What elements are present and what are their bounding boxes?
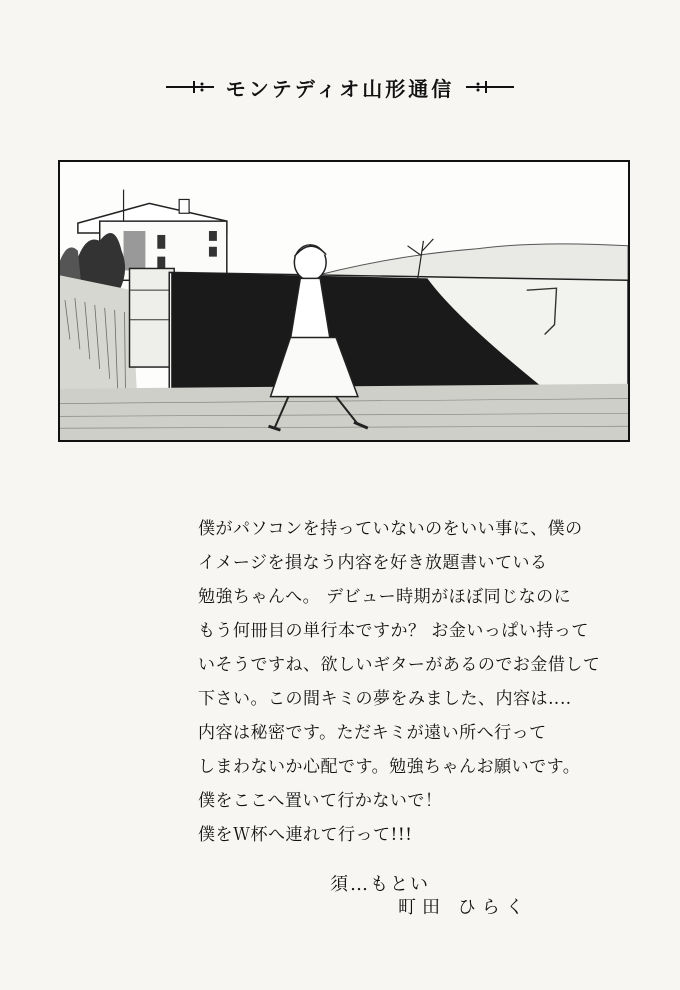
message-line: イメージを損なう内容を好き放題書いている — [198, 553, 548, 573]
illustration-drawing — [60, 162, 628, 440]
message-line: 僕をＷ杯へ連れて行って!!! — [198, 825, 413, 845]
title-ornament-left — [164, 77, 216, 97]
message-line: 勉強ちゃんへ。 デビュー時期がほぼ同じなのに — [198, 587, 572, 607]
message-line: しまわないか心配です。勉強ちゃんお願いです。 — [198, 757, 581, 777]
header-title-row — [0, 72, 680, 102]
message-line: 内容は秘密です。ただキミが遠い所へ行って — [198, 723, 547, 743]
message-line: 僕をここへ置いて行かないで！ — [198, 791, 443, 811]
message-line: もう何冊目の単行本ですか？ お金いっぱい持って — [198, 621, 589, 641]
letter-message — [198, 512, 638, 852]
title-ornament-right — [464, 77, 516, 97]
page-title: モンテディオ山形通信 — [225, 76, 455, 101]
manga-illustration-panel — [58, 160, 630, 442]
message-line: 下さい。この間キミの夢をみました、内容は‥‥ — [198, 689, 572, 709]
signature-line-1: 須…もとい — [330, 874, 430, 895]
message-line: 僕がパソコンを持っていないのをいい事に、僕の — [198, 519, 583, 539]
message-line: いそうですね、欲しいギターがあるのでお金借して — [198, 655, 601, 675]
signature-author-name: 町田 ひらく — [398, 897, 530, 918]
